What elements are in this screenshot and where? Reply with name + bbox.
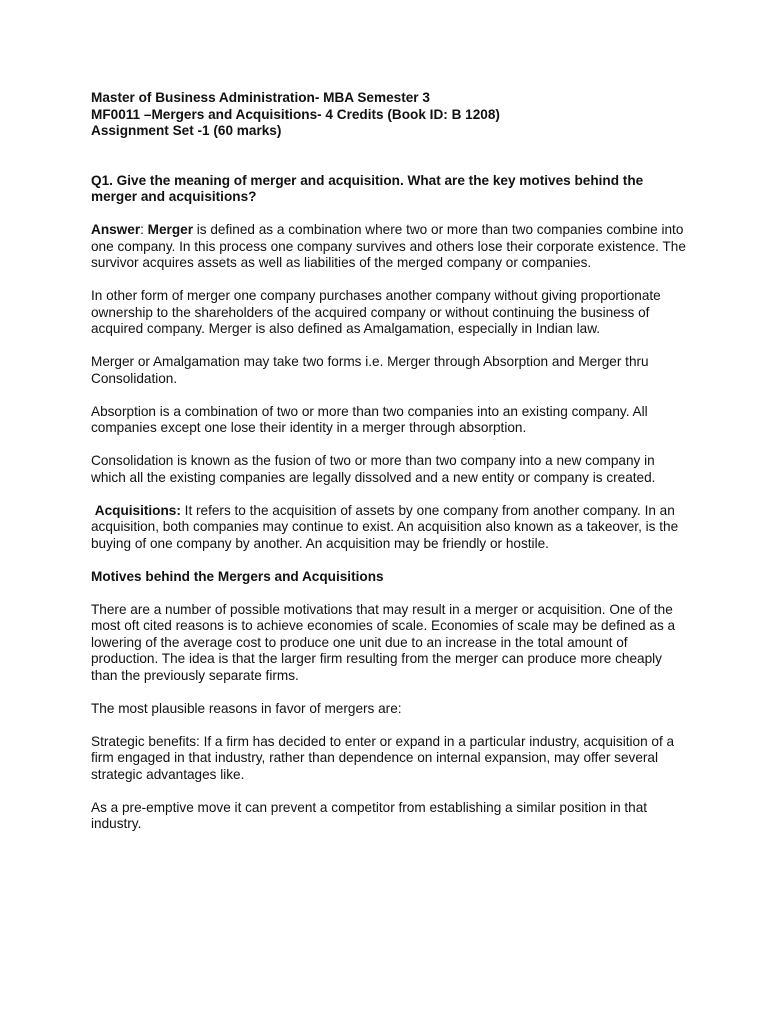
program-title: Master of Business Administration- MBA Semester 3 bbox=[91, 90, 430, 105]
answer-paragraph-3: Merger or Amalgamation may take two forms i.e. Merger through Absorption and Merger thru Consolidation. bbox=[91, 354, 649, 386]
answer-label: Answer bbox=[91, 222, 141, 237]
question-1: Q1. Give the meaning of merger and acquisition. What are the key motives behind the merger and acquisitions? bbox=[91, 172, 644, 204]
course-title: MF0011 –Mergers and Acquisitions- 4 Credits (Book ID: B 1208) bbox=[91, 106, 500, 122]
document-page bbox=[91, 90, 691, 833]
answer-colon: : bbox=[140, 222, 148, 237]
answer-paragraph-4: Absorption is a combination of two or more than two companies into an existing company. All companies except one lose their identity in a merger through absorption. bbox=[91, 403, 648, 435]
acquisitions-term: Acquisitions: bbox=[94, 502, 181, 518]
assignment-title: Assignment Set -1 (60 marks) bbox=[91, 123, 282, 138]
acquisitions-text: It refers to the acquisition of assets by one company from another company. In an acquisition, both companies may continue to exist. An acquisition also known as a takeover, is the buying of one company by another. An acquisition may be friendly or hostile. bbox=[91, 502, 679, 551]
motives-paragraph-4: As a pre-emptive move it can prevent a competitor from establishing a similar position in that industry. bbox=[91, 799, 648, 831]
answer-paragraph-1-text: is defined as a combination where two or more than two companies combine into one company. In this process one company survives and others lose their corporate existence. The survivor acquires assets as well as liabilities of the merged company or companies. bbox=[91, 222, 686, 270]
acquisitions-paragraph bbox=[91, 503, 691, 553]
answer-paragraph-2: In other form of merger one company purchases another company without giving proportionate ownership to the shareholders of the acquired company or without continuing the business of acquired company. Merger is also defined as Amalgamation, especially in Indian law. bbox=[91, 288, 661, 336]
answer-paragraph-5: Consolidation is known as the fusion of two or more than two company into a new company in which all the existing companies are legally dissolved and a new entity or company is created. bbox=[91, 453, 656, 485]
answer-paragraph-1 bbox=[91, 222, 691, 272]
motives-heading: Motives behind the Mergers and Acquisitions bbox=[91, 568, 384, 584]
merger-term: Merger bbox=[147, 222, 193, 237]
motives-paragraph-1: There are a number of possible motivations that may result in a merger or acquisition. One of the most oft cited reasons is to achieve economies of scale. Economies of scale may be defined as a lowering of the average cost to produce one unit due to an increase in the total amount of production. The idea is that the larger firm resulting from the merger can produce more cheaply than the previously separate firms. bbox=[91, 601, 676, 683]
motives-paragraph-2: The most plausible reasons in favor of mergers are: bbox=[91, 700, 402, 716]
motives-paragraph-3: Strategic benefits: If a firm has decided to enter or expand in a particular industry, acquisition of a firm engaged in that industry, rather than dependence on internal expansion, may offer several strategic advantages like. bbox=[91, 733, 675, 782]
document-header bbox=[91, 90, 691, 140]
